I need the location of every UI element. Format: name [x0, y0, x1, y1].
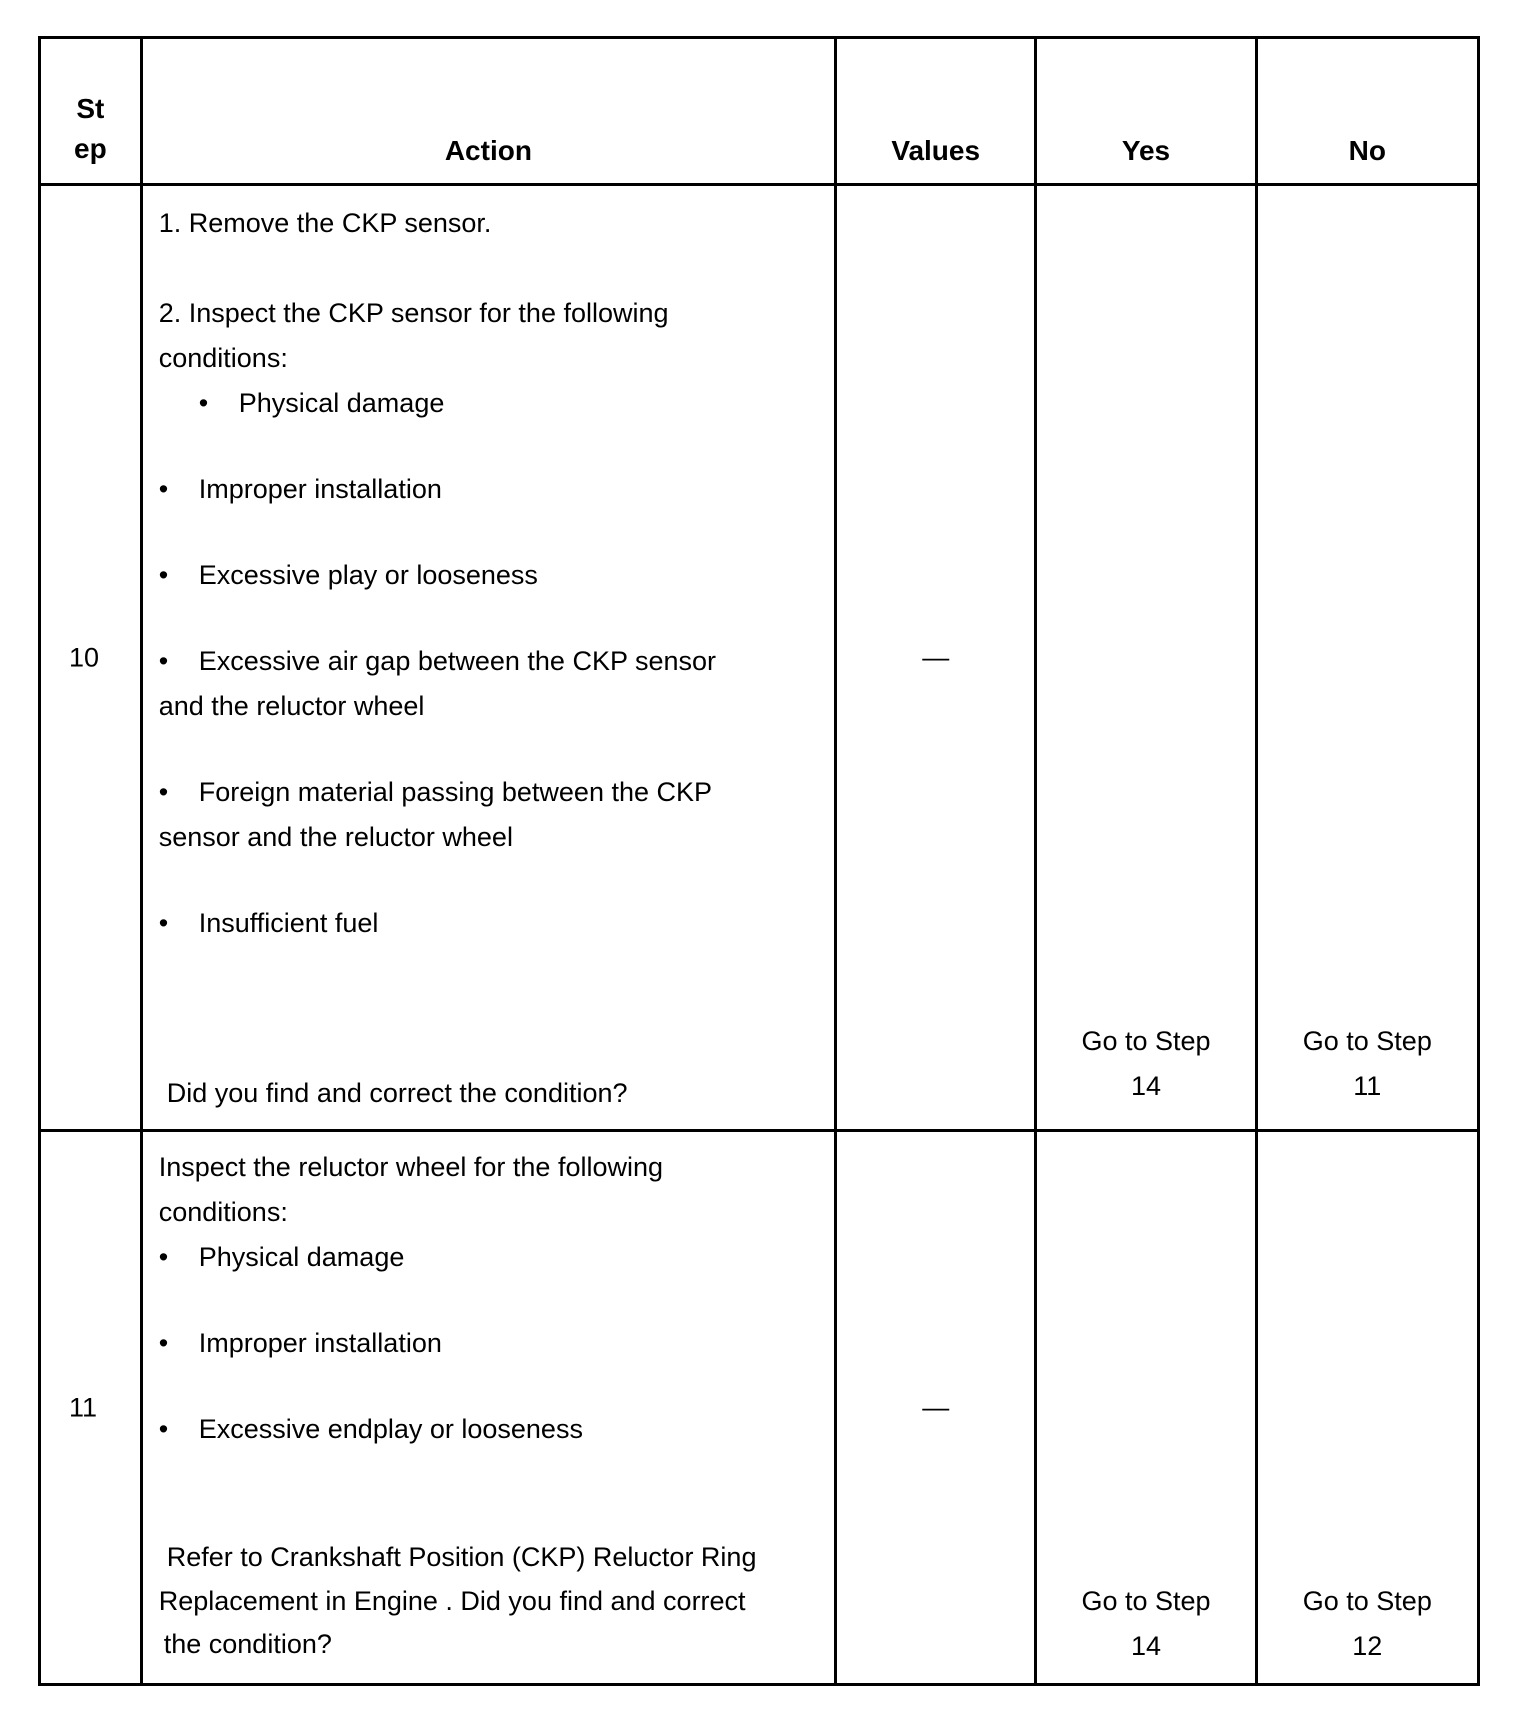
header-row: [40, 38, 1479, 185]
step-cell: [40, 1131, 142, 1685]
action-item-2-line1: 2. Inspect the CKP sensor for the following: [158, 298, 669, 328]
bullet-icon: •: [198, 388, 209, 418]
list-item-continuation: sensor and the reluctor wheel: [158, 822, 513, 852]
no-cell: [1256, 185, 1478, 1131]
action-item-2-line2: conditions:: [158, 343, 288, 373]
no-header-label: No: [1348, 135, 1386, 166]
no-goto-step: 12: [1352, 1631, 1383, 1661]
list-item-text: Improper installation: [198, 1328, 442, 1358]
bullet-icon: •: [158, 777, 169, 807]
list-item: [159, 560, 538, 591]
no-cell: [1256, 1131, 1478, 1685]
yes-cell: [1036, 185, 1256, 1131]
bullet-icon: •: [158, 1328, 169, 1358]
step-header-line1: St: [76, 93, 105, 124]
values-cell: [836, 185, 1036, 1131]
values-dash: —: [922, 642, 950, 672]
action-cell: [141, 185, 835, 1131]
bullet-icon: •: [158, 908, 169, 938]
list-item-text: Excessive endplay or looseness: [198, 1414, 583, 1444]
action-question: Did you find and correct the condition?: [166, 1078, 628, 1108]
list-item: [199, 388, 445, 419]
values-dash: —: [922, 1392, 950, 1422]
yes-goto-step: 14: [1130, 1631, 1161, 1661]
values-cell: [836, 1131, 1036, 1685]
diagnostic-table: [38, 36, 1480, 1686]
refer-line3: the condition?: [163, 1629, 332, 1659]
yes-cell: [1036, 1131, 1256, 1685]
step-header-line2: ep: [74, 133, 107, 164]
bullet-icon: •: [158, 560, 169, 590]
step-cell: [40, 185, 142, 1131]
step-header: [40, 38, 142, 185]
list-item-text: Foreign material passing between the CKP: [198, 777, 713, 807]
bullet-icon: •: [158, 474, 169, 504]
action-intro-line1: Inspect the reluctor wheel for the following: [158, 1152, 664, 1182]
yes-goto-label: Go to Step: [1081, 1026, 1211, 1056]
no-goto-label: Go to Step: [1302, 1586, 1432, 1616]
refer-line1: Refer to Crankshaft Position (CKP) Reluctor Ring: [166, 1542, 757, 1572]
list-item: [159, 908, 379, 939]
values-header: [836, 38, 1036, 185]
list-item-text: Physical damage: [238, 388, 445, 418]
no-header: [1256, 38, 1478, 185]
action-item-1: 1. Remove the CKP sensor.: [158, 208, 492, 238]
step-number: 10: [69, 642, 100, 672]
list-item: [159, 646, 716, 677]
step-number: 11: [69, 1392, 98, 1422]
yes-goto-step: 14: [1130, 1071, 1161, 1101]
table-row-step-11: [40, 1131, 1479, 1685]
list-item-text: Insufficient fuel: [198, 908, 379, 938]
refer-line2: Replacement in Engine . Did you find and correct: [158, 1586, 746, 1616]
list-item-text: Excessive play or looseness: [198, 560, 538, 590]
list-item: [159, 1328, 442, 1359]
list-item: [159, 474, 442, 505]
list-item-text: Physical damage: [198, 1242, 405, 1272]
values-header-label: Values: [891, 135, 981, 166]
list-item-continuation: and the reluctor wheel: [158, 691, 425, 721]
table-row-step-10: [40, 185, 1479, 1131]
no-goto-label: Go to Step: [1302, 1026, 1432, 1056]
bullet-icon: •: [158, 1414, 169, 1444]
action-header-label: Action: [444, 135, 532, 166]
bullet-icon: •: [158, 1242, 169, 1272]
no-goto-step: 11: [1353, 1071, 1382, 1101]
yes-header: [1036, 38, 1256, 185]
list-item: [159, 1242, 405, 1273]
action-intro-line2: conditions:: [158, 1197, 288, 1227]
yes-goto-label: Go to Step: [1081, 1586, 1211, 1616]
list-item-text: Excessive air gap between the CKP sensor: [198, 646, 717, 676]
list-item: [159, 777, 712, 808]
action-cell: [141, 1131, 835, 1685]
list-item: [159, 1414, 583, 1445]
bullet-icon: •: [158, 646, 169, 676]
list-item-text: Improper installation: [198, 474, 442, 504]
yes-header-label: Yes: [1121, 135, 1171, 166]
action-header: [141, 38, 835, 185]
